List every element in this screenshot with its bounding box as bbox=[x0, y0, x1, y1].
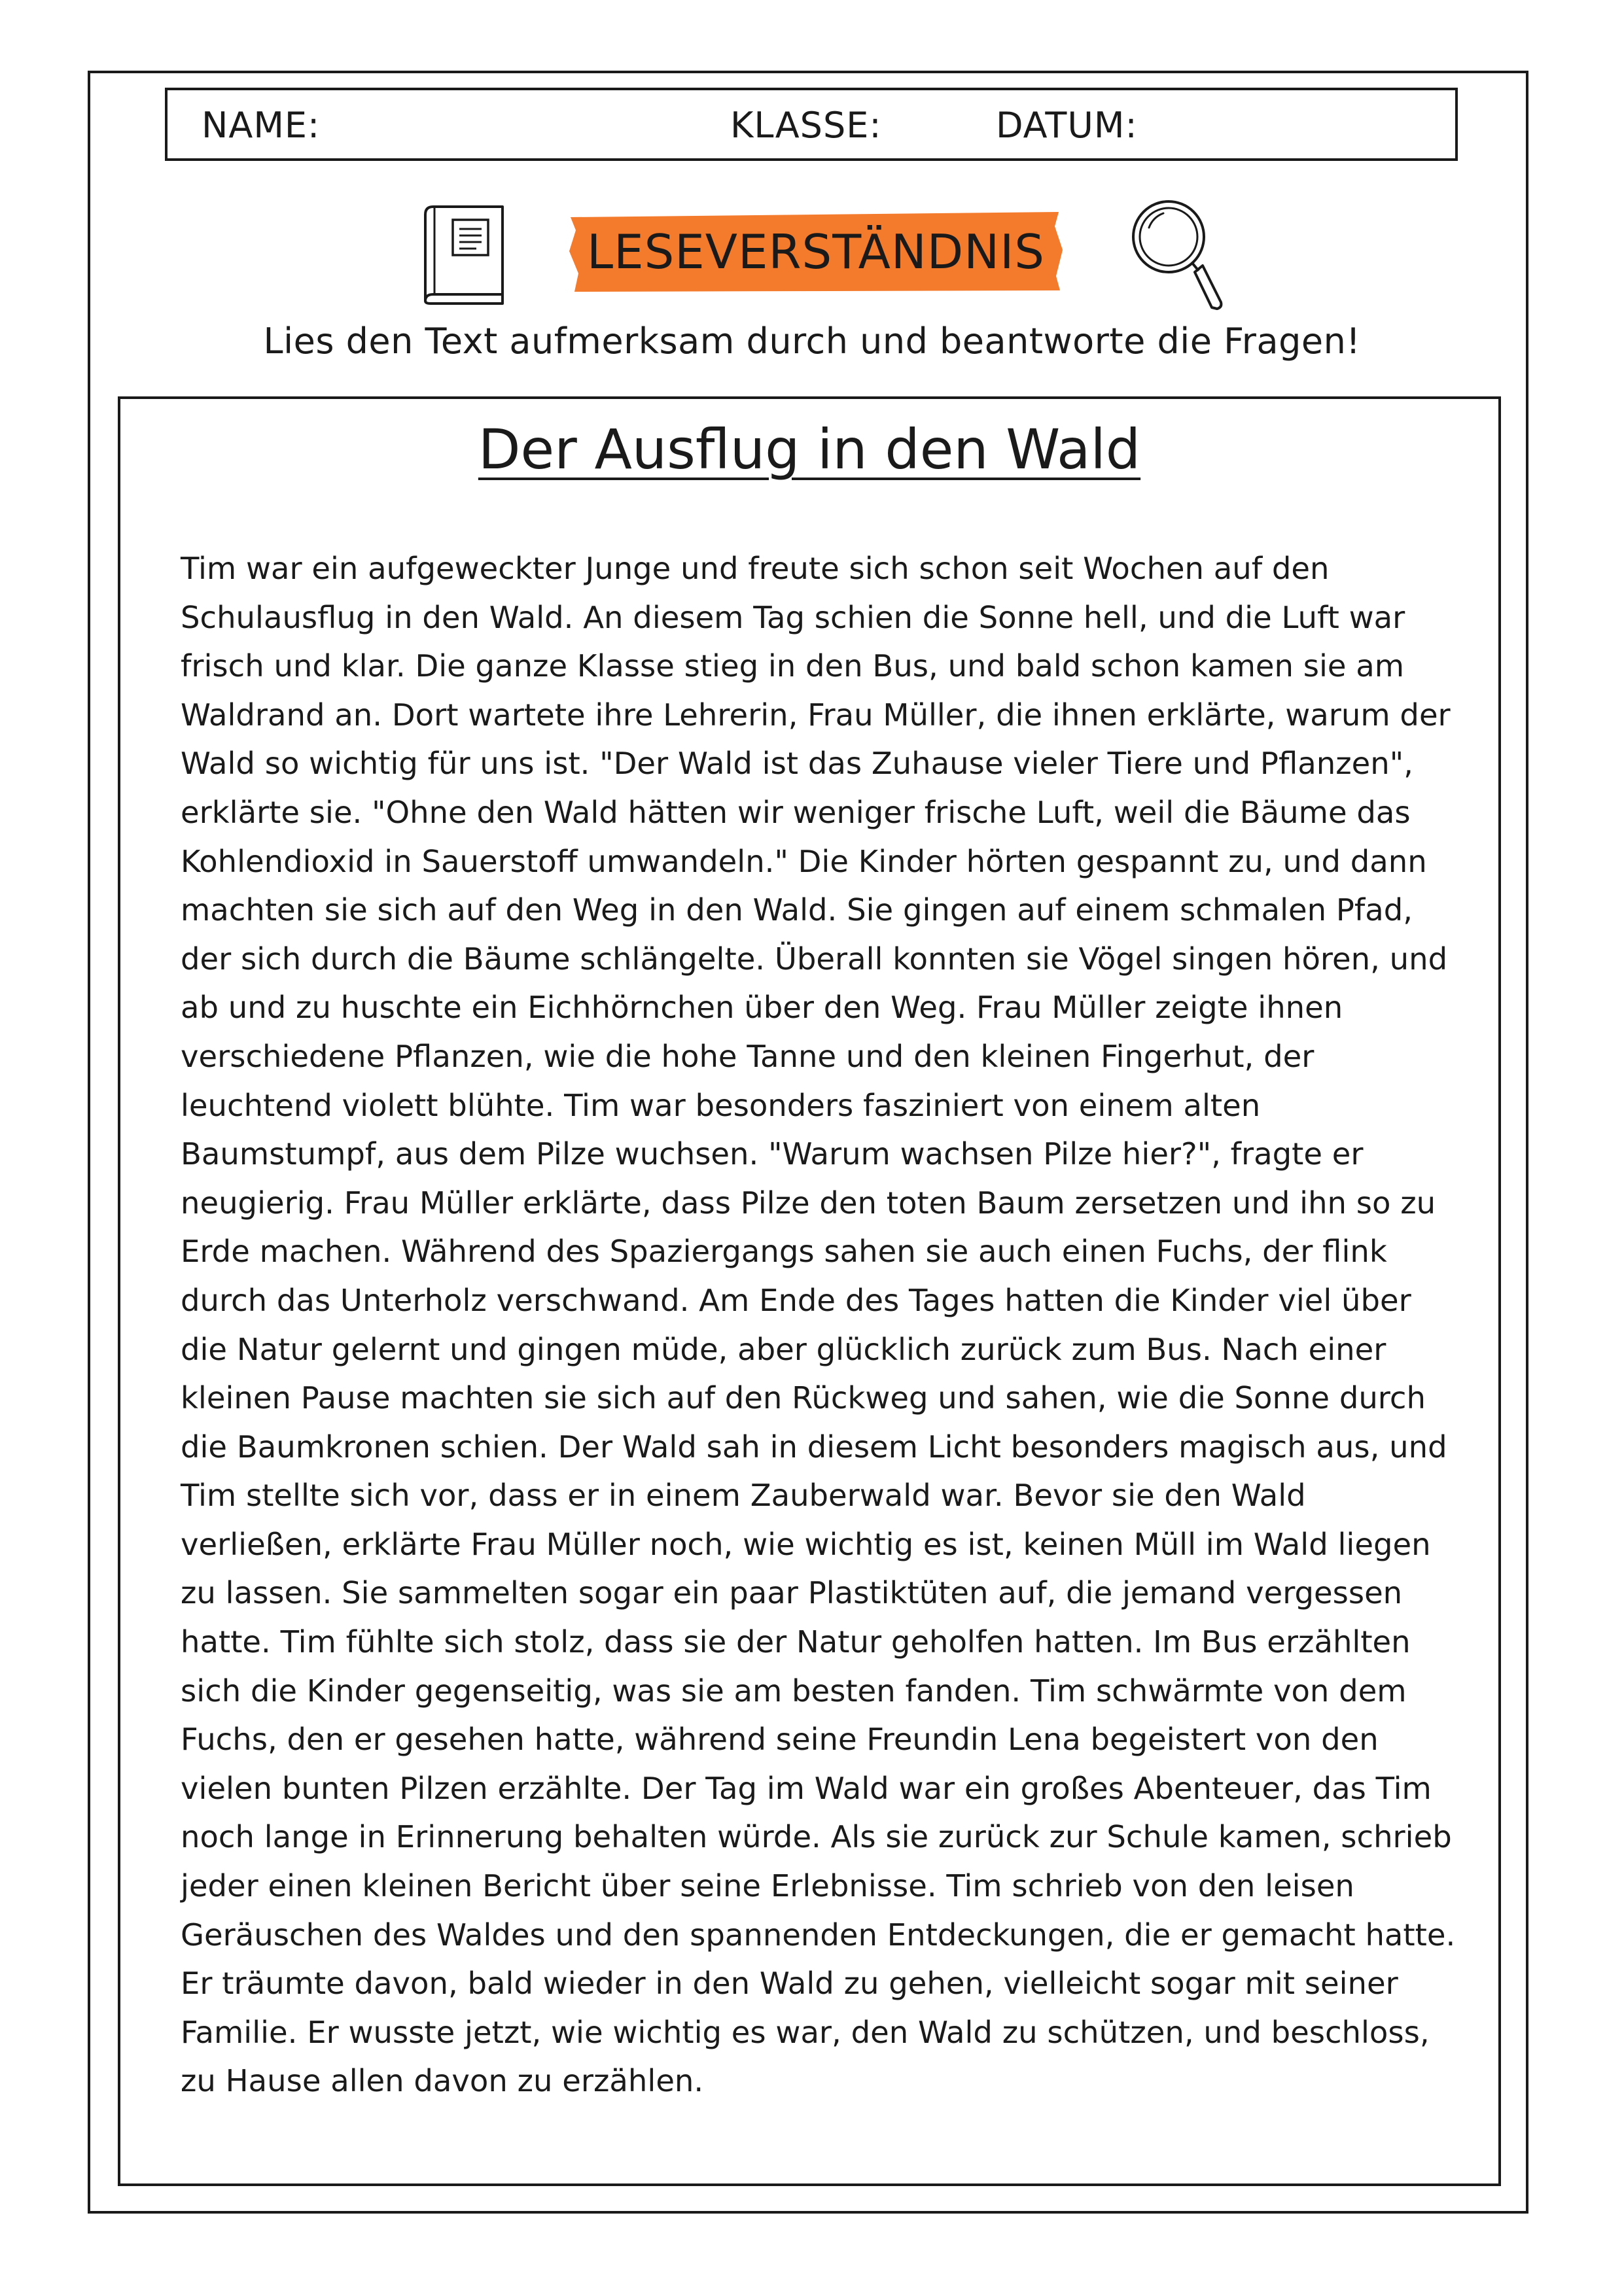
story-title bbox=[120, 417, 1498, 481]
worksheet-label: LESEVERSTÄNDNIS bbox=[586, 224, 1046, 279]
book-icon bbox=[416, 201, 508, 307]
reading-text-box bbox=[118, 396, 1501, 2186]
magnifier-icon bbox=[1127, 195, 1225, 313]
student-info-header bbox=[165, 88, 1458, 161]
story-title-text: Der Ausflug in den Wald bbox=[478, 417, 1141, 481]
worksheet-label-banner bbox=[567, 211, 1065, 293]
class-label: KLASSE: bbox=[730, 105, 882, 146]
story-body: Tim war ein aufgeweckter Junge und freute sich schon seit Wochen auf den Schulausflug in den Wald. An diesem Tag schien die Sonne hell, und die Luft war frisch und klar. Die ganze Klasse stieg in den Bus, und bald schon kamen sie am Waldrand an. Dort wartete ihre Lehrerin, Frau Müller, die ihnen erklärte, warum der Wald so wichtig für uns ist. "Der Wald ist das Zuhause vieler Tiere und Pflanzen", erklärte sie. "Ohne den Wald hätten wir weniger frische Luft, weil die Bäume das Kohlendioxid in Sauerstoff umwandeln." Die Kinder hörten gespannt zu, und dann machten sie sich auf den Weg in den Wald. Sie gingen auf einem schmalen Pfad, der sich durch die Bäume schlängelte. Überall konnten sie Vögel singen hören, und ab und zu huschte ein Eichhörnchen über den Weg. Frau Müller zeigte ihnen verschiedene Pflanzen, wie die hohe Tanne und den kleinen Fingerhut, der leuchtend violett blühte. Tim war besonders fasziniert von einem alten Baumstumpf, aus dem Pilze wuchsen. "Warum wachsen Pilze hier?", fragte er neugierig. Frau Müller erklärte, dass Pilze den toten Baum zersetzen und ihn so zu Erde machen. Während des Spaziergangs sahen sie auch einen Fuchs, der flink durch das Unterholz verschwand. Am Ende des Tages hatten die Kinder viel über die Natur gelernt und gingen müde, aber glücklich zurück zum Bus. Nach einer kleinen Pause machten sie sich auf den Rückweg und sahen, wie die Sonne durch die Baumkronen schien. Der Wald sah in diesem Licht besonders magisch aus, und Tim stellte sich vor, dass er in einem Zauberwald war. Bevor sie den Wald verließen, erklärte Frau Müller noch, wie wichtig es ist, keinen Müll im Wald liegen zu lassen. Sie sammelten sogar ein paar Plastiktüten auf, die jemand vergessen hatte. Tim fühlte sich stolz, dass sie der Natur geholfen hatten. Im Bus erzählten sich die Kinder gegenseitig, was sie am besten fanden. Tim schwärmte von dem Fuchs, den er gesehen hatte, während seine Freundin Lena begeistert von den vielen bunten Pilzen erzählte. Der Tag im Wald war ein großes Abenteuer, das Tim noch lange in Erinnerung behalten würde. Als sie zurück zur Schule kamen, schrieb jeder einen kleinen Bericht über seine Erlebnisse. Tim schrieb von den leisen Geräuschen des Waldes und den spannenden Entdeckungen, die er gemacht hatte. Er träumte davon, bald wieder in den Wald zu gehen, vielleicht sogar mit seiner Familie. Er wusste jetzt, wie wichtig es war, den Wald zu schützen, und beschloss, zu Hause allen davon zu erzählen. bbox=[181, 551, 1456, 2099]
instruction-text: Lies den Text aufmerksam durch und beantworte die Fragen! bbox=[263, 321, 1361, 362]
date-label: DATUM: bbox=[996, 105, 1138, 146]
name-label: NAME: bbox=[202, 105, 321, 146]
worksheet-title-row bbox=[0, 190, 1624, 321]
